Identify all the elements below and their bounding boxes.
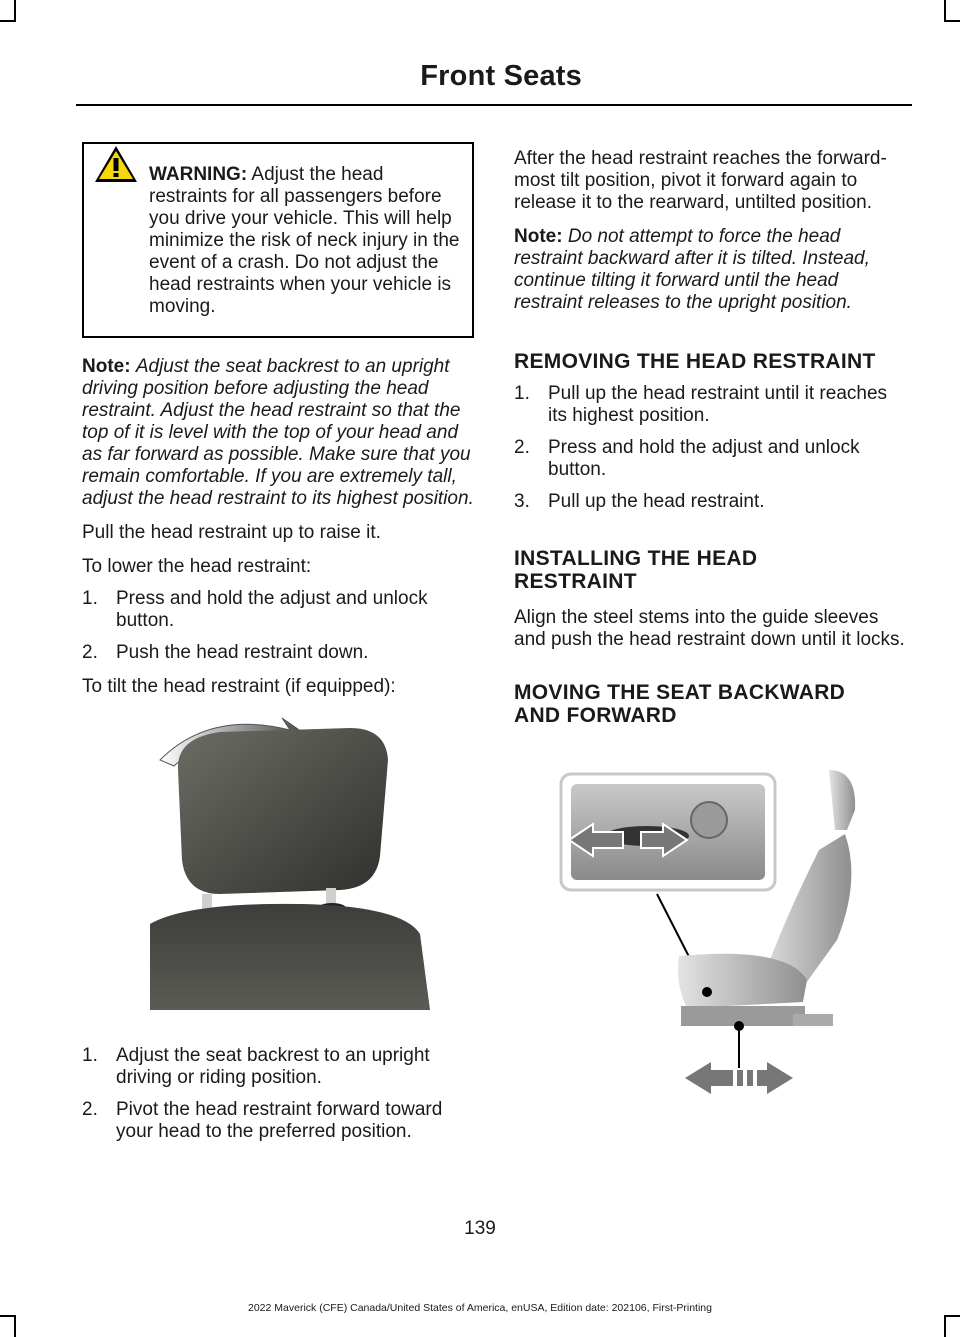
- crop-mark: [14, 1315, 16, 1337]
- tilt-steps-list: [82, 1045, 474, 1143]
- note-label: Note:: [82, 356, 131, 377]
- tilt-intro: To tilt the head restraint (if equipped):: [82, 676, 396, 697]
- removing-steps-list: [514, 383, 910, 513]
- list-item: 3. Pull up the head restraint.: [514, 491, 765, 512]
- note-text: Adjust the seat backrest to an upright driving position before adjusting the head restraint. Adjust the head restraint so that the top of it is level with the top of your head and as far forward as possible. Make sure that you remain comfortable. If you are extremely tall, adjust the head restraint to its highest position.: [82, 356, 474, 509]
- footer-text: 2022 Maverick (CFE) Canada/United States of America, enUSA, Edition date: 202106, First-Printing: [248, 1302, 712, 1314]
- warning-content: [93, 164, 462, 318]
- crop-mark: [0, 20, 16, 22]
- list-item: 2. Press and hold the adjust and unlock button.: [514, 437, 860, 480]
- warning-text: Adjust the head restraints for all passengers before you drive your vehicle. This will help minimize the risk of neck injury in the event of a crash. Do not adjust the head restraints when your vehicle is moving.: [149, 164, 460, 317]
- warning-triangle-icon: [93, 144, 139, 184]
- warning-label: WARNING:: [149, 164, 248, 185]
- list-item: 2. Pivot the head restraint forward toward your head to the preferred position.: [82, 1099, 443, 1142]
- section-heading-installing: INSTALLING THE HEAD RESTRAINT: [514, 547, 758, 593]
- lower-steps-list: [82, 588, 474, 664]
- warning-box: [82, 142, 474, 338]
- note-label: Note:: [514, 226, 563, 247]
- installing-text: Align the steel stems into the guide sleeves and push the head restraint down until it locks.: [514, 607, 905, 650]
- page-title: Front Seats: [420, 60, 582, 92]
- list-item: 1. Pull up the head restraint until it reaches its highest position.: [514, 383, 888, 426]
- crop-mark: [944, 0, 946, 22]
- head-restraint-illustration: [150, 710, 450, 1030]
- raise-text: Pull the head restraint up to raise it.: [82, 522, 381, 543]
- list-item: 1. Adjust the seat backrest to an upright driving or riding position.: [82, 1045, 430, 1088]
- note-paragraph: [514, 226, 910, 314]
- note-text: Do not attempt to force the head restraint backward after it is tilted. Instead, continue tilting it forward until the head restraint releases to the upright position.: [514, 226, 870, 313]
- crop-mark: [0, 1315, 16, 1317]
- right-column: [514, 142, 910, 727]
- crop-mark: [944, 1315, 946, 1337]
- lower-intro: To lower the head restraint:: [82, 556, 312, 577]
- section-heading-removing: REMOVING THE HEAD RESTRAINT: [514, 350, 876, 373]
- header-rule: [76, 104, 912, 106]
- page-number: 139: [464, 1218, 496, 1239]
- seat-adjustment-illustration: [557, 770, 887, 1100]
- note-paragraph: [82, 356, 474, 510]
- list-item: 2. Push the head restraint down.: [82, 642, 369, 663]
- list-item: 1. Press and hold the adjust and unlock button.: [82, 588, 428, 631]
- crop-mark: [944, 1315, 960, 1317]
- left-column: [82, 142, 474, 1143]
- crop-mark: [944, 20, 960, 22]
- crop-mark: [14, 0, 16, 22]
- section-heading-moving: MOVING THE SEAT BACKWARD AND FORWARD: [514, 681, 846, 727]
- after-tilt-text: After the head restraint reaches the forward-most tilt position, pivot it forward again to release it to the rearward, untilted position.: [514, 148, 887, 213]
